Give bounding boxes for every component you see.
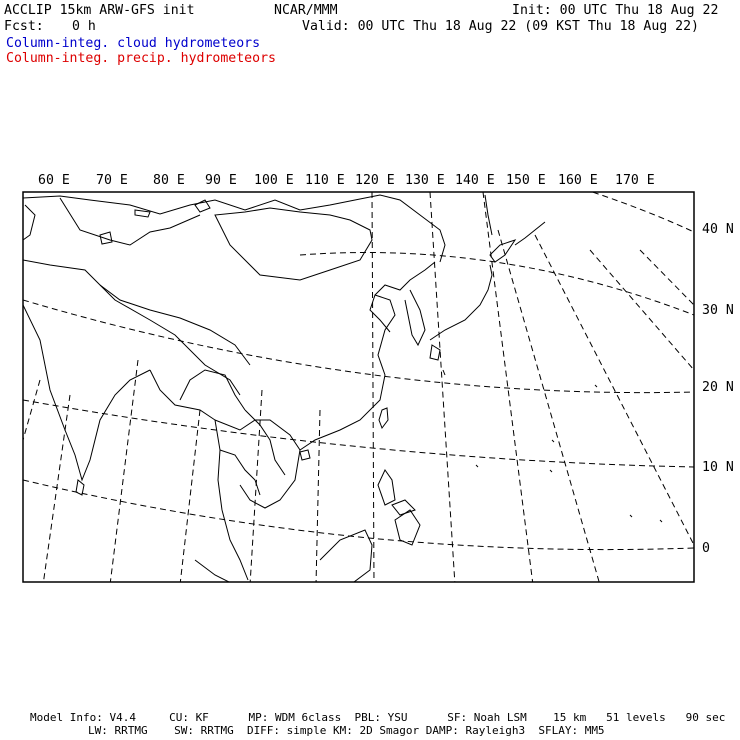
valid-time: Valid: 00 UTC Thu 18 Aug 22 (09 KST Thu 18 Aug 22): [302, 19, 699, 34]
init-time: Init: 00 UTC Thu 18 Aug 22: [512, 3, 719, 18]
longitude-line-180: [590, 250, 694, 370]
china-west-border: [23, 260, 240, 395]
srilanka: [76, 480, 84, 495]
pacific-island-6: [630, 515, 632, 517]
china-coast: [300, 295, 395, 450]
russia-border: [23, 195, 445, 262]
philippines-luzon: [378, 470, 395, 505]
latitude-label: 30 N: [702, 303, 734, 318]
pacific-island-1: [443, 370, 445, 375]
taiwan: [379, 408, 388, 428]
longitude-line-far: [640, 250, 694, 305]
korea: [405, 290, 425, 345]
pacific-island-3: [550, 470, 552, 472]
latitude-label: 40 N: [702, 222, 734, 237]
latitude-label: 0: [702, 541, 710, 556]
pacific-island-2: [476, 465, 478, 467]
latitude-label: 20 N: [702, 380, 734, 395]
organization-label: NCAR/MMM: [274, 3, 338, 18]
longitude-label: 80 E: [153, 173, 185, 188]
longitude-label: 70 E: [96, 173, 128, 188]
model-info-line-2: LW: RRTMG SW: RRTMG DIFF: simple KM: 2D Smagor DAMP: Rayleigh3 SFLAY: MM5: [88, 724, 605, 737]
legend-precip-hydrometeors: Column-integ. precip. hydrometeors: [6, 51, 276, 66]
longitude-line-170e: [535, 235, 694, 545]
aral-lake: [100, 232, 112, 244]
legend-cloud-hydrometeors: Column-integ. cloud hydrometeors: [6, 36, 261, 51]
graticule: [23, 135, 694, 585]
longitude-line-110e: [250, 390, 262, 585]
longitude-label: 170 E: [615, 173, 655, 188]
latitude-line-10n: [23, 400, 694, 467]
hainan: [300, 450, 310, 460]
philippines-mindanao: [395, 510, 420, 545]
pacific-island-5: [595, 385, 597, 387]
longitude-line-140e: [430, 192, 455, 585]
tibet-border: [100, 285, 250, 365]
latitude-line-0: [23, 480, 694, 550]
longitude-line-west: [23, 380, 40, 440]
japan-hokkaido: [490, 240, 515, 262]
mongolia-border: [215, 208, 372, 280]
longitude-line-130e: [372, 192, 374, 585]
longitude-label: 110 E: [305, 173, 345, 188]
malay-peninsula: [222, 510, 248, 580]
longitude-line-90e: [110, 360, 138, 585]
caspian-sea: [23, 205, 35, 240]
longitude-label: 160 E: [558, 173, 598, 188]
latitude-line-20n: [23, 300, 694, 393]
bohai-coast: [375, 262, 435, 295]
japan-kyushu: [430, 345, 440, 360]
borneo: [320, 530, 372, 585]
longitude-line-120e: [316, 410, 320, 585]
coastlines: [23, 195, 662, 585]
pacific-island-7: [660, 520, 662, 522]
japan-honshu: [430, 265, 492, 340]
bay-of-bengal-east: [150, 370, 222, 510]
longitude-line-100e: [180, 410, 200, 585]
kuril-islands: [515, 222, 545, 245]
longitude-label: 150 E: [506, 173, 546, 188]
india-coast: [23, 305, 150, 480]
longitude-label: 90 E: [205, 173, 237, 188]
forecast-label: Fcst:: [4, 19, 44, 34]
longitude-label: 130 E: [405, 173, 445, 188]
pacific-island-4: [552, 440, 554, 442]
myanmar-border: [180, 370, 245, 410]
model-title: ACCLIP 15km ARW-GFS init: [4, 3, 195, 18]
longitude-line-160e: [498, 230, 600, 585]
longitude-label: 100 E: [254, 173, 294, 188]
thailand-border: [220, 450, 260, 495]
balkhash-lake: [135, 210, 150, 217]
longitude-label: 60 E: [38, 173, 70, 188]
latitude-label: 10 N: [702, 460, 734, 475]
longitude-label: 120 E: [355, 173, 395, 188]
forecast-value: 0 h: [72, 19, 96, 34]
longitude-label: 140 E: [455, 173, 495, 188]
model-info-line-1: Model Info: V4.4 CU: KF MP: WDM 6class PBL: YSU SF: Noah LSM 15 km 51 levels 90 sec: [30, 711, 726, 724]
